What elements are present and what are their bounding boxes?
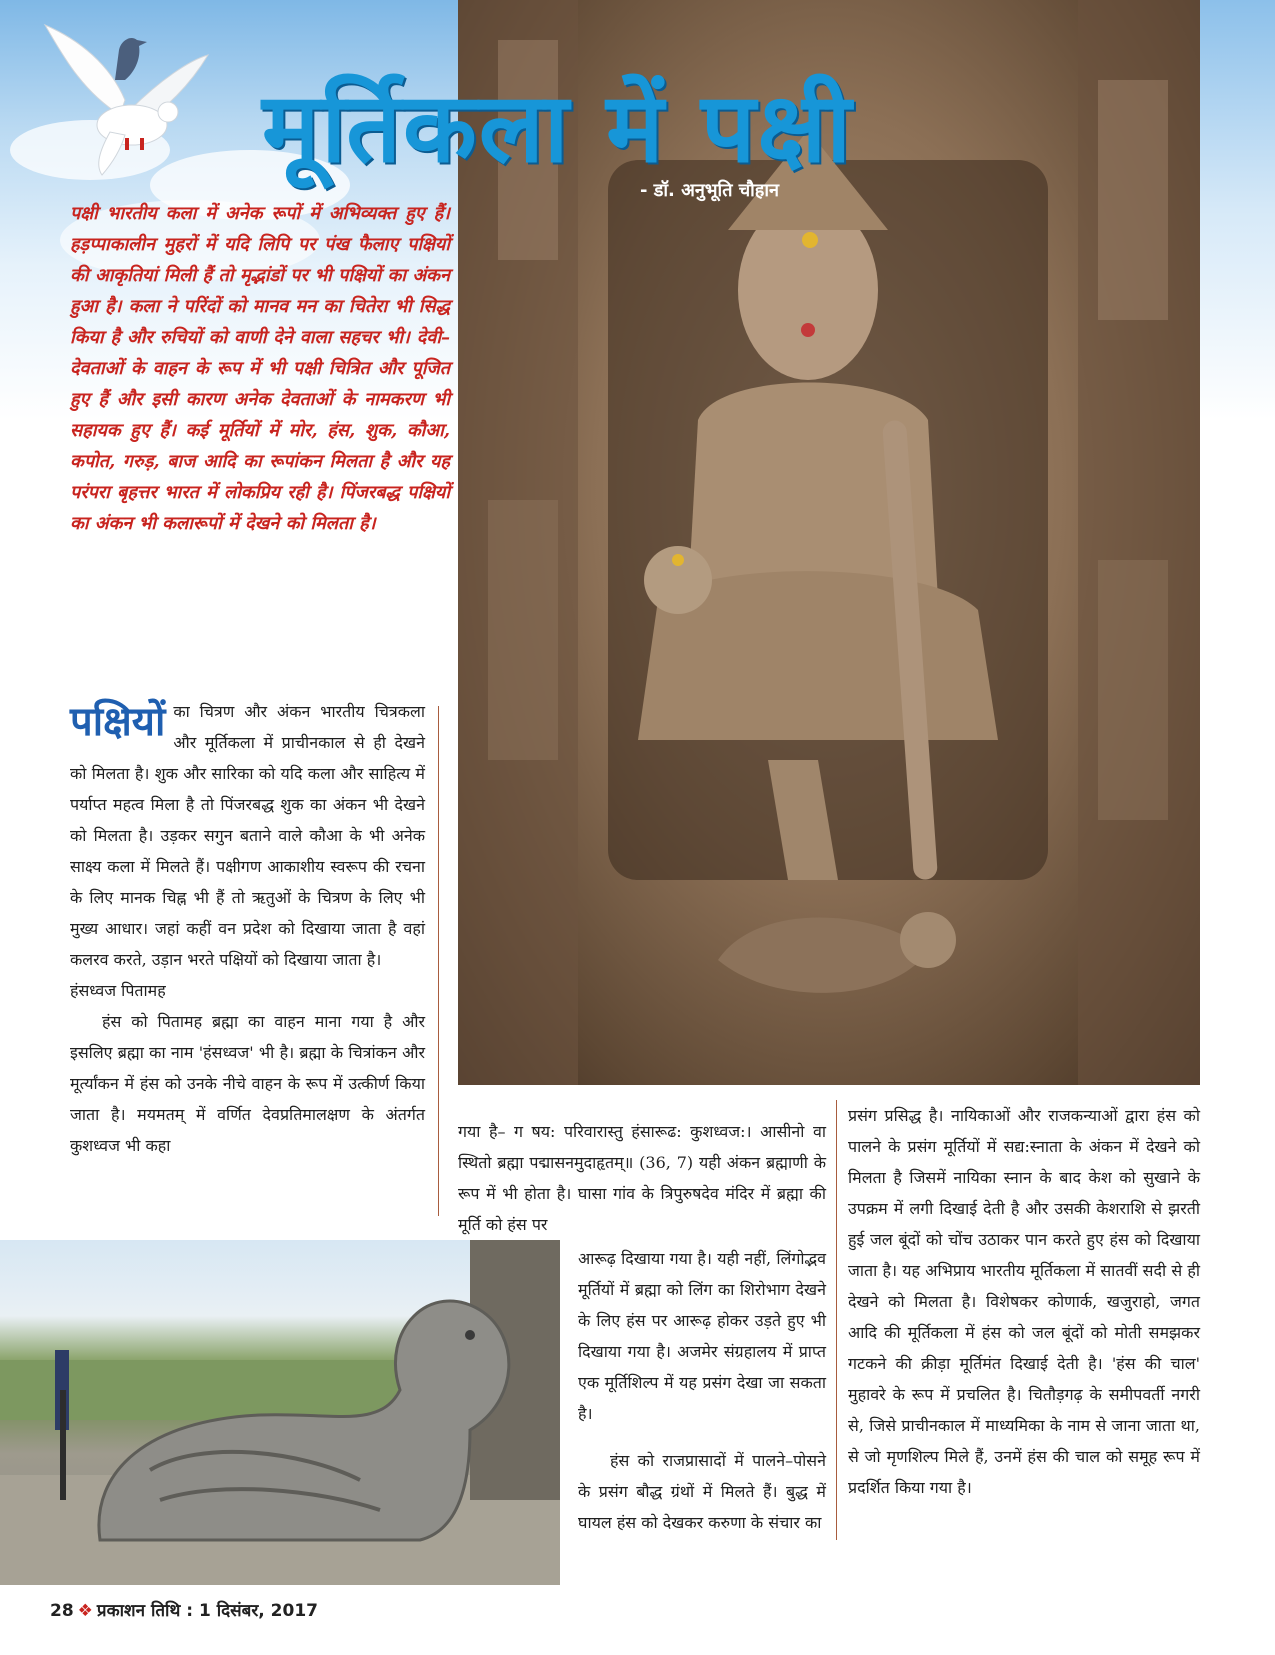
page-footer [50, 1598, 318, 1621]
small-bird-image [105, 30, 155, 85]
sky-background-right [1195, 0, 1275, 420]
column-2-paragraph-1: गया है– ग षय: परिवारास्तु हंसारूढ: कुशध्वज:। आसीनो वा स्थितो ब्रह्मा पद्मासनमुदाहृतम्॥ (36, 7) यही अंकन ब्रह्माणी के रूप में भी होता है। घासा गांव के त्रिपुरुषदेव मंदिर में ब्रह्मा की मूर्ति को हंस पर [458, 1122, 826, 1234]
subheading: हंसध्वज पितामह [70, 981, 166, 1000]
column-1 [70, 696, 425, 1161]
publication-date: प्रकाशन तिथि : 1 दिसंबर, 2017 [96, 1601, 318, 1621]
column-1-paragraph-1: का चित्रण और अंकन भारतीय चित्रकला और मूर्तिकला में प्राचीनकाल से ही देखने को मिलता है। शुक और सारिका को यदि कला और साहित्य में पर्याप्त महत्व मिला है तो पिंजरबद्ध शुक का अंकन भी देखने को मिलता है। उड़कर सगुन बताने वाले कौआ के भी अनेक साक्ष्य कला में मिलते हैं। पक्षीगण आकाशीय स्वरूप की रचना के लिए मानक चिह्न भी हैं तो ऋतुओं के चित्रण के लिए भी मुख्य आधार। जहां कहीं वन प्रदेश को दिखाया जाता है वहां कलरव करते, उड़ान भरते पक्षियों को दिखाया जाता है। [70, 702, 425, 969]
column-3 [848, 1100, 1200, 1503]
page-title: मूर्तिकला में पक्षी [262, 72, 854, 184]
drop-cap-word: पक्षियों [70, 699, 166, 745]
column-divider [836, 1100, 837, 1540]
column-1-paragraph-2: हंस को पितामह ब्रह्मा का वाहन माना गया है और इसलिए ब्रह्मा का नाम 'हंसध्वज' भी है। ब्रह्मा के चित्रांकन और मूर्त्यांकन में हंस को उनके नीचे वाहन के रूप में उत्कीर्ण किया जाता है। मयमतम् में वर्णित देवप्रतिमालक्षण के अंतर्गत कुशध्वज भी कहा [70, 1012, 425, 1155]
column-2-paragraph-3: हंस को राजप्रासादों में पालने–पोसने के प्रसंग बौद्ध ग्रंथों में मिलते हैं। बुद्ध में घायल हंस को देखकर करुणा के संचार का [578, 1451, 826, 1532]
page-number: 28 [50, 1601, 74, 1621]
stone-swan-photo [0, 1240, 560, 1585]
column-3-paragraph-1: प्रसंग प्रसिद्ध है। नायिकाओं और राजकन्याओं द्वारा हंस को पालने के प्रसंग मूर्तियों में सद्य:स्नाता के अंकन में देखने को मिलता है जिसमें नायिका स्नान के बाद केश को सुखाने के उपक्रम में लगी दिखाई देती है और उसकी केशराशि से झरती हुई जल बूंदों को चोंच उठाकर पान करते हुए हंस को दिखाया जाता है। यह अभिप्राय भारतीय मूर्तिकला में सातवीं सदी से ही देखने को मिलता है। विशेषकर कोणार्क, खजुराहो, जगत आदि की मूर्तिकला में हंस को जल बूंदों को मोती समझकर गटकने की क्रीड़ा मूर्तिमंत दिखाई देती है। 'हंस की चाल' मुहावरे के रूप में प्रचलित है। चितौड़गढ़ के समीपवर्ती नगरी से, जिसे प्राचीनकाल में माध्यमिका के नाम से जाना जाता था, से जो मृणशिल्प मिले हैं, उनमें हंस की चाल को समूह रूप में प्रदर्शित किया गया है। [848, 1106, 1200, 1497]
ornament-icon: ❖ [77, 1601, 93, 1621]
column-2-paragraph-2: आरूढ़ दिखाया गया है। यही नहीं, लिंगोद्भव मूर्तियों में ब्रह्मा को लिंग का शिरोभाग देखने के लिए हंस पर आरूढ़ होकर उड़ते हुए भी दिखाया गया है। अजमेर संग्रहालय में प्राप्त एक मूर्तिशिल्प में यह प्रसंग देखा जा सकता है। [578, 1249, 826, 1423]
column-divider [438, 706, 439, 1216]
author-byline: - डॉ. अनुभूति चौहान [640, 180, 780, 201]
column-2-bottom [578, 1227, 826, 1554]
intro-paragraph: पक्षी भारतीय कला में अनेक रूपों में अभिव्यक्त हुए हैं। हड़प्पाकालीन मुहरों में यदि लिपि पर पंख फैलाए पक्षियों की आकृतियां मिली हैं तो मृद्भांडों पर भी पक्षियों का अंकन हुआ है। कला ने परिंदों को मानव मन का चितेरा भी सिद्ध किया है और रुचियों को वाणी देने वाला सहचर भी। देवी–देवताओं के वाहन के रूप में भी पक्षी चित्रित और पूजित हुए हैं और इसी कारण अनेक देवताओं के नामकरण भी सहायक हुए हैं। कई मूर्तियों में मोर, हंस, शुक, कौआ, कपोत, गरुड़, बाज आदि का रूपांकन मिलता है और यह परंपरा बृहत्तर भारत में लोकप्रिय रही है। पिंजरबद्ध पक्षियों का अंकन भी कलारूपों में देखने को मिलता है। [70, 203, 450, 534]
